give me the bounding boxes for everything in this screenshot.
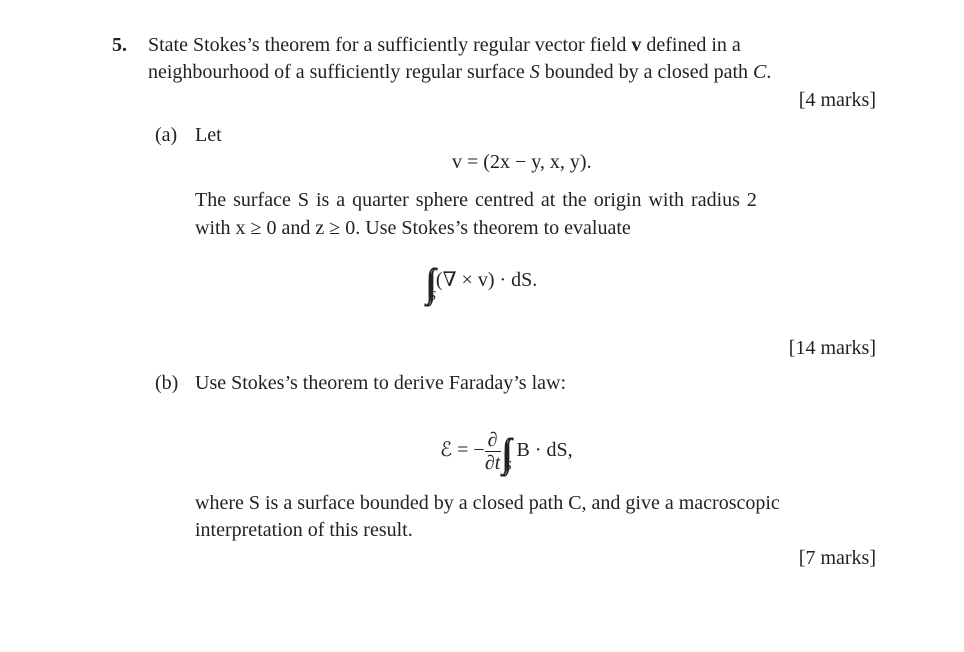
part-b-line-2: interpretation of this result. bbox=[195, 519, 413, 541]
faraday-law-equation: ℰ = − $\frac{\partial}{\partial t}$ $\int\int_S$ B · dS, bbox=[440, 428, 573, 475]
part-a-line-1: The surface S is a quarter sphere centred at the origin with radius 2 bbox=[195, 189, 757, 211]
part-b-lead: Use Stokes’s theorem to derive Faraday’s law: bbox=[195, 372, 567, 394]
marks-part-b: [7 marks] bbox=[798, 547, 876, 569]
part-a-line-2: with x ≥ 0 and z ≥ 0. Use Stokes’s theorem to evaluate bbox=[195, 217, 631, 239]
part-a-lead: Let bbox=[195, 124, 222, 146]
part-b-label: (b) bbox=[155, 372, 179, 394]
part-a-equation: v = (2x − y, x, y). bbox=[452, 151, 592, 173]
question-number: 5. bbox=[112, 34, 127, 56]
intro-line-1: State Stokes’s theorem for a sufficiently regular vector field v defined in a bbox=[148, 34, 741, 56]
marks-part-a: [14 marks] bbox=[788, 337, 876, 359]
part-a-label: (a) bbox=[155, 124, 178, 146]
marks-question: [4 marks] bbox=[798, 89, 876, 111]
part-b-line-1: where S is a surface bounded by a closed path C, and give a macroscopic bbox=[195, 492, 780, 514]
part-a-integral: $\int\int_S(\nabla \times v)$ · dS. bbox=[425, 260, 538, 305]
intro-line-2: neighbourhood of a sufficiently regular surface S bounded by a closed path C. bbox=[148, 61, 772, 83]
